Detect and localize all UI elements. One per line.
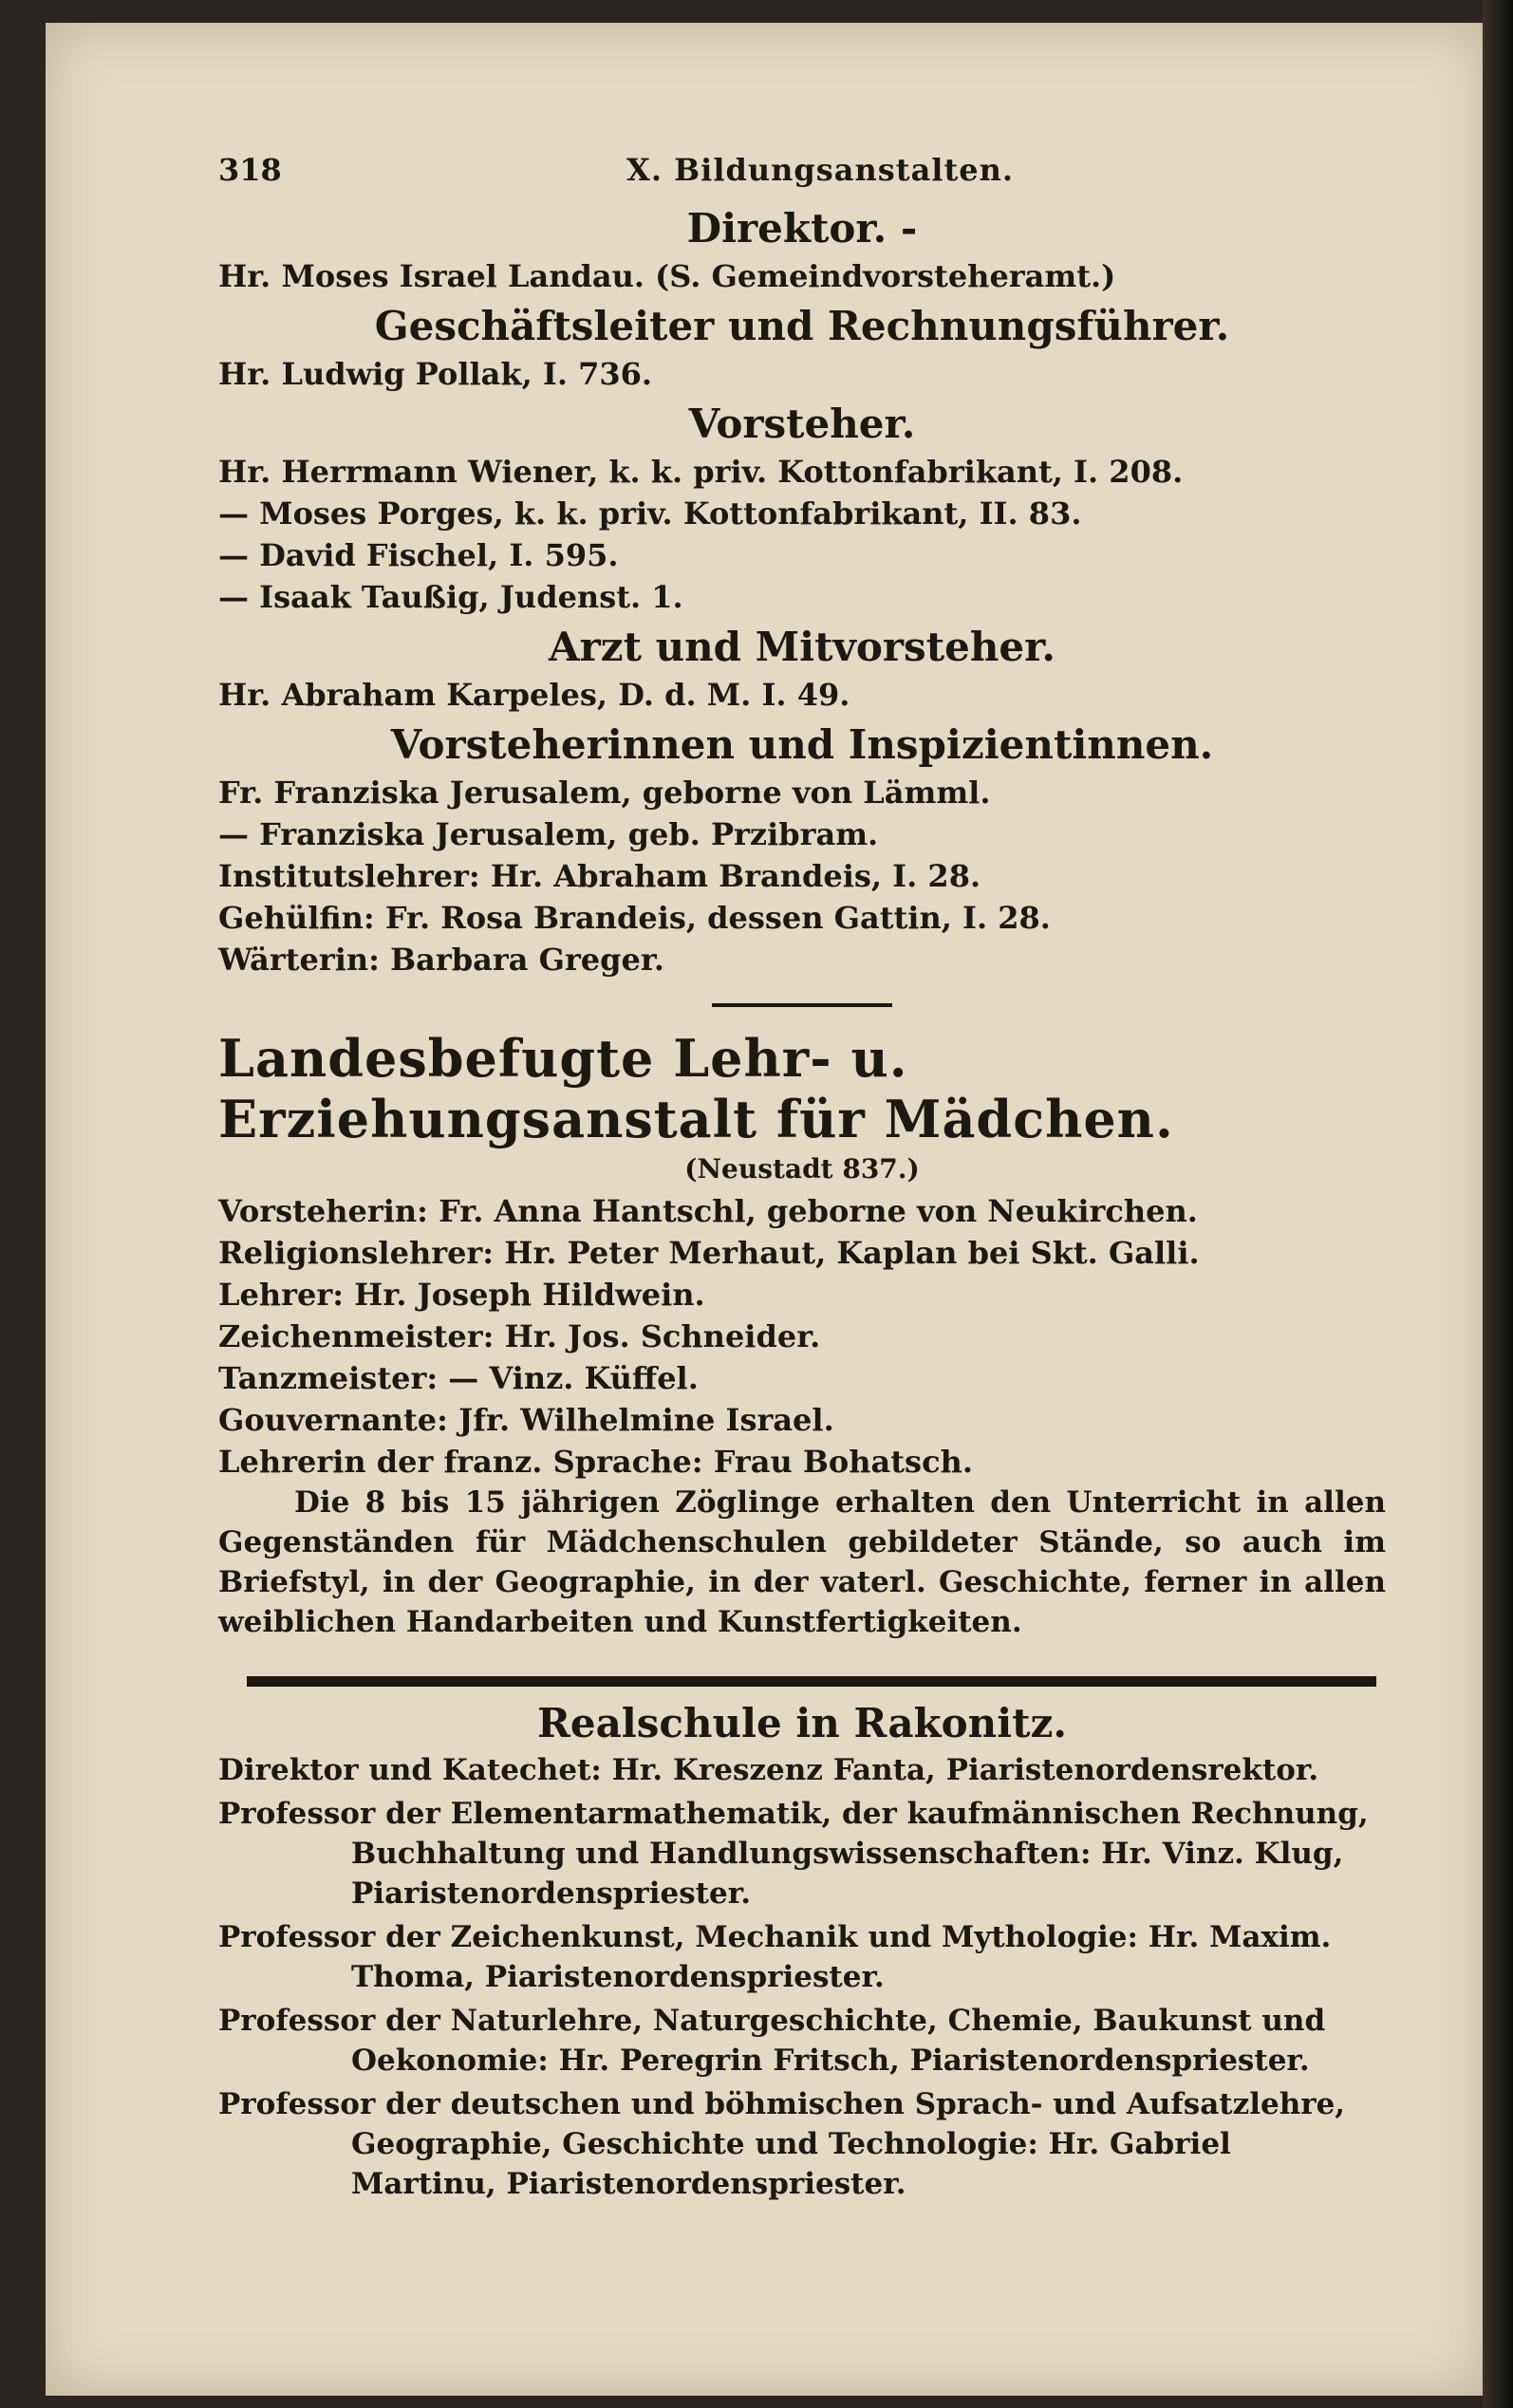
- staff-entry: Direktor und Katechet: Hr. Kreszenz Fanta, Piaristenordensrektor.: [218, 1753, 1319, 1787]
- page-header: [218, 142, 1386, 199]
- staff-line: Institutslehrer: Hr. Abraham Brandeis, I. 28.: [218, 858, 981, 894]
- section-title-girls-school: Landesbefugte Lehr- u. Erziehungsanstalt für Mädchen.: [218, 1028, 1174, 1149]
- staff-entry: Professor der deutschen und böhmischen Sprach- und Aufsatzlehre, Geographie, Geschichte und Technologie: Hr. Gabriel Martinu, Piaristenordenspriester.: [218, 2087, 1346, 2201]
- staff-entry: Professor der Zeichenkunst, Mechanik und Mythologie: Hr. Maxim. Thoma, Piaristenordenspriester.: [218, 1920, 1332, 1994]
- book-spine: [1483, 0, 1513, 2408]
- girls-school-staff: [218, 1190, 1386, 1483]
- staff-line: Hr. Moses Israel Landau. (S. Gemeindvorsteheramt.): [218, 258, 1116, 294]
- page-content: [218, 142, 1386, 2208]
- staff-line: Vorsteherin: Fr. Anna Hantschl, geborne von Neukirchen.: [218, 1193, 1198, 1229]
- running-head: X. Bildungsanstalten.: [626, 152, 1014, 188]
- staff-entry: Professor der Naturlehre, Naturgeschichte, Chemie, Baukunst und Oekonomie: Hr. Peregrin Fritsch, Piaristenordenspriester.: [218, 2004, 1326, 2078]
- realschule-staff: [218, 1750, 1386, 2204]
- staff-line: — Moses Porges, k. k. priv. Kottonfabrikant, II. 83.: [218, 495, 1082, 532]
- section-heading: Direktor. -: [686, 205, 918, 252]
- section-heading: Vorsteherinnen und Inspizientinnen.: [390, 721, 1214, 768]
- page-number: 318: [218, 152, 282, 188]
- staff-line: Religionslehrer: Hr. Peter Merhaut, Kaplan bei Skt. Galli.: [218, 1235, 1200, 1271]
- staff-line: Gehülfin: Fr. Rosa Brandeis, dessen Gattin, I. 28.: [218, 900, 1051, 936]
- staff-line: — David Fischel, I. 595.: [218, 537, 619, 573]
- staff-line: Gouvernante: Jfr. Wilhelmine Israel.: [218, 1402, 834, 1438]
- section-title-realschule: Realschule in Rakonitz.: [536, 1700, 1068, 1746]
- staff-line: — Isaak Taußig, Judenst. 1.: [218, 579, 683, 615]
- section-divider: [712, 1003, 892, 1007]
- section-heading: Vorsteher.: [688, 401, 916, 447]
- section-subtitle-address: (Neustadt 837.): [684, 1153, 920, 1185]
- staff-line: Lehrer: Hr. Joseph Hildwein.: [218, 1277, 705, 1313]
- staff-line: Hr. Herrmann Wiener, k. k. priv. Kottonfabrikant, I. 208.: [218, 454, 1184, 490]
- section-heading: Arzt und Mitvorsteher.: [549, 624, 1055, 670]
- staff-line: Tanzmeister: — Vinz. Küffel.: [218, 1360, 699, 1396]
- staff-line: Lehrerin der franz. Sprache: Frau Bohatsch.: [218, 1444, 973, 1480]
- staff-entry: Professor der Elementarmathematik, der kaufmännischen Rechnung, Buchhaltung und Handlungswissenschaften: Hr. Vinz. Klug, Piaristenordenspriester.: [218, 1797, 1369, 1911]
- section-jewish-school: [218, 205, 1386, 980]
- section-divider-thick: [247, 1676, 1376, 1687]
- staff-line: Zeichenmeister: Hr. Jos. Schneider.: [218, 1318, 821, 1354]
- girls-school-description: Die 8 bis 15 jährigen Zöglinge erhalten den Unterricht in allen Gegenständen für Mädchenschulen gebildeter Stände, so auch im Briefstyl, in der Geographie, in der vaterl. Geschichte, ferner in allen weiblichen Handarbeiten und Kunstfertigkeiten.: [218, 1485, 1386, 1639]
- section-heading: Geschäftsleiter und Rechnungsführer.: [374, 303, 1230, 349]
- staff-line: Hr. Abraham Karpeles, D. d. M. I. 49.: [218, 677, 850, 713]
- staff-line: Fr. Franziska Jerusalem, geborne von Lämml.: [218, 775, 991, 811]
- staff-line: — Franziska Jerusalem, geb. Przibram.: [218, 816, 879, 852]
- staff-line: Wärterin: Barbara Greger.: [218, 942, 664, 978]
- staff-line: Hr. Ludwig Pollak, I. 736.: [218, 356, 653, 392]
